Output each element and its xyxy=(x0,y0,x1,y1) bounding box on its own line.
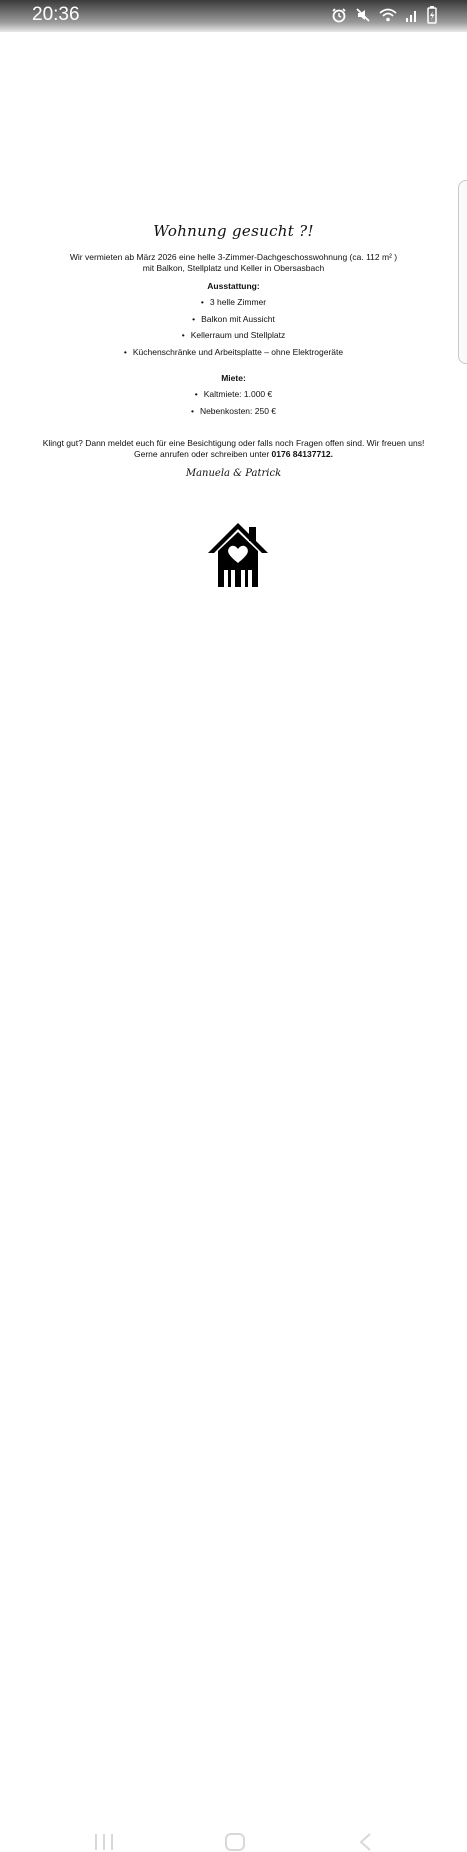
feature-item: • Balkon mit Aussicht xyxy=(192,314,275,324)
navigation-bar xyxy=(0,912,467,960)
home-icon[interactable] xyxy=(224,1832,246,1852)
feature-item: • Küchenschränke und Arbeitsplatte – ohne Elektrogeräte xyxy=(123,347,344,357)
rent-heading: Miete: xyxy=(221,373,246,383)
closing-sentence: Klingt gut? Dann meldet euch für eine Besichtigung oder falls noch Fragen offen sind. Wir freuen uns! Gerne anrufen oder schreiben unter xyxy=(42,438,425,459)
closing-text xyxy=(40,438,427,460)
feature-item: • 3 helle Zimmer xyxy=(200,297,267,307)
features-heading: Ausstattung: xyxy=(207,281,260,291)
status-time: 20:36 xyxy=(32,4,80,25)
rent-item: • Nebenkosten: 250 € xyxy=(190,406,277,416)
flyer-intro xyxy=(40,252,427,274)
status-bar xyxy=(0,0,467,32)
status-icons xyxy=(331,6,437,24)
flyer-title: Wohnung gesucht ?! xyxy=(153,222,314,240)
wifi-icon xyxy=(379,7,397,23)
battery-icon xyxy=(427,6,437,24)
back-icon[interactable] xyxy=(355,1832,377,1852)
mute-icon xyxy=(355,7,371,23)
intro-line-1: Wir vermieten ab März 2026 eine helle 3-Zimmer-Dachgeschosswohnung (ca. 112 m² ) xyxy=(69,252,398,262)
feature-item: • Kellerraum und Stellplatz xyxy=(181,330,286,340)
house-heart-icon xyxy=(205,515,271,595)
signature: Manuela & Patrick xyxy=(185,468,282,479)
signal-icon xyxy=(405,7,419,23)
intro-line-2: mit Balkon, Stellplatz und Keller in Obersasbach xyxy=(142,263,325,273)
recent-apps-icon[interactable] xyxy=(93,1832,115,1852)
rent-item: • Kaltmiete: 1.000 € xyxy=(194,389,273,399)
phone-number: 0176 84137712. xyxy=(271,449,333,459)
alarm-icon xyxy=(331,7,347,23)
